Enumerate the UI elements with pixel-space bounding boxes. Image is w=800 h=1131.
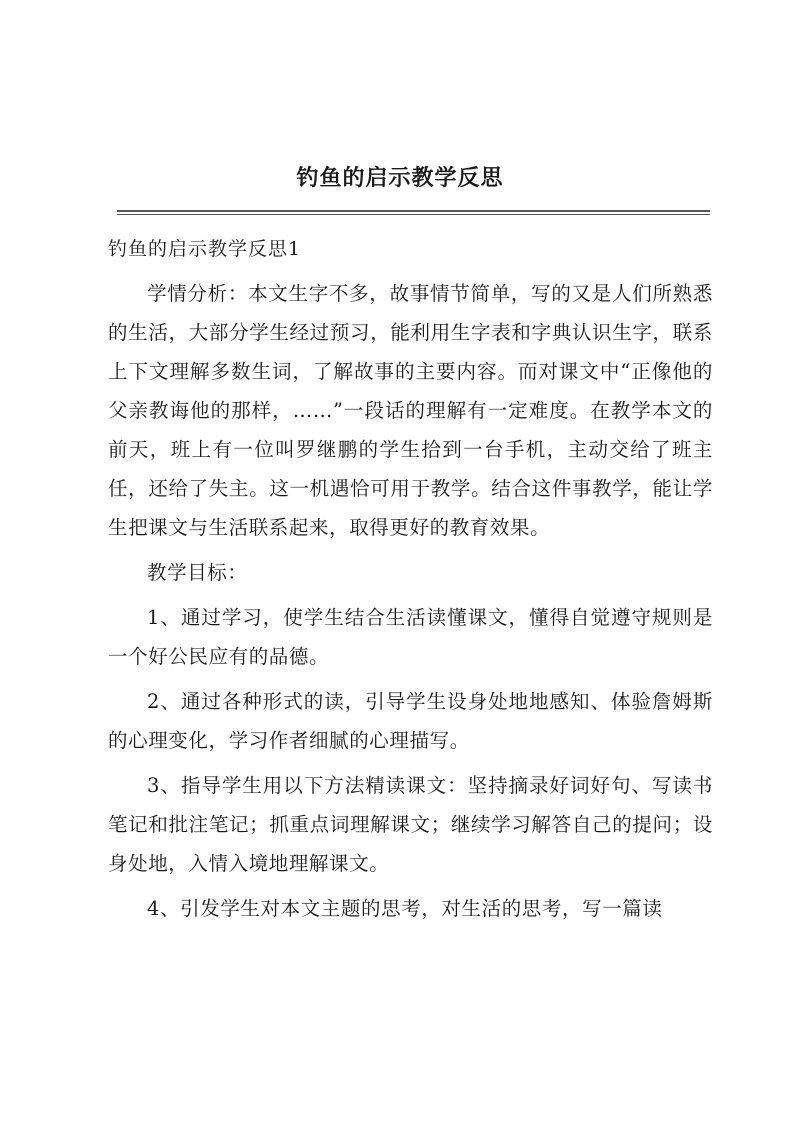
document-body (108, 226, 713, 934)
paragraph-goal-2: 2、通过各种形式的读，引导学生设身处地地感知、体验詹姆斯的心理变化，学习作者细腻的心理描写。 (108, 690, 713, 752)
paragraph-goal-4: 4、引发学生对本文主题的思考，对生活的思考，写一篇读 (147, 897, 663, 920)
page-title: 钓鱼的启示教学反思 (296, 165, 504, 191)
paragraph-goals-heading: 教学目标： (147, 561, 248, 584)
section-heading: 钓鱼的启示教学反思1 (108, 238, 302, 260)
paragraph-goal-1: 1、通过学习，使学生结合生活读懂课文，懂得自觉遵守规则是一个好公民应有的品德。 (108, 606, 713, 668)
paragraph-goal-3: 3、指导学生用以下方法精读课文：坚持摘录好词好句、写读书笔记和批注笔记；抓重点词理解课文；继续学习解答自己的提问；设身处地，入情入境地理解课文。 (108, 774, 713, 875)
title-divider (117, 210, 710, 215)
paragraph-analysis: 学情分析：本文生字不多，故事情节简单，写的又是人们所熟悉的生活，大部分学生经过预习，能利用生字表和字典认识生字，联系上下文理解多数生词，了解故事的主要内容。而对课文中“正像他的父亲教诲他的那样，……”一段话的理解有一定难度。在教学本文的前天，班上有一位叫罗继鹏的学生拾到一台手机，主动交给了班主任，还给了失主。这一机遇恰可用于教学。结合这件事教学，能让学生把课文与生活联系起来，取得更好的教育效果。 (108, 282, 713, 539)
